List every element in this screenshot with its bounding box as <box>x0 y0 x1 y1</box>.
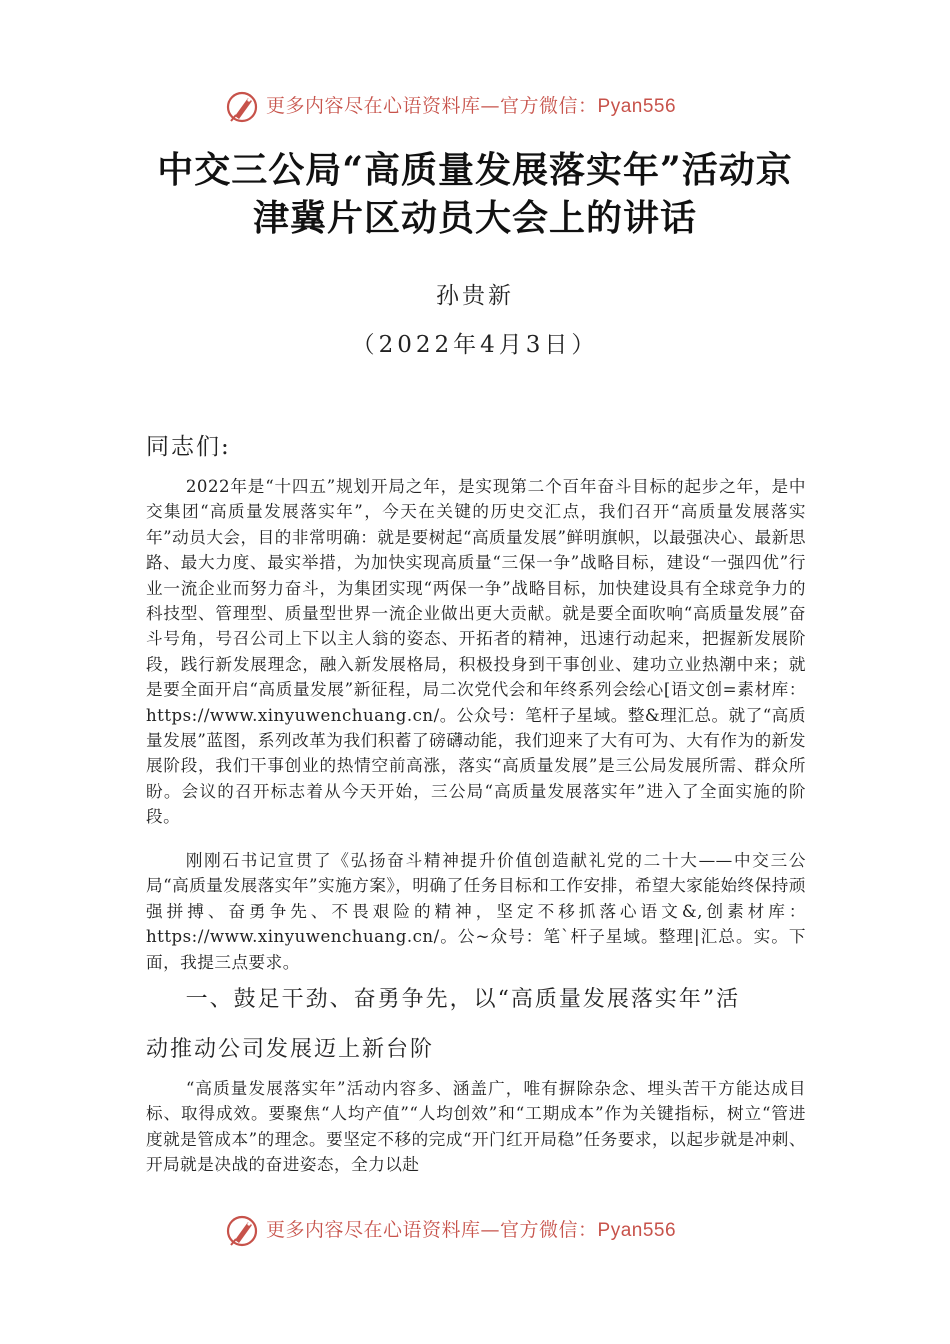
footer-banner-slogan: 更多内容尽在心语资料库 <box>266 1219 481 1241</box>
footer-banner-dash: — <box>480 1219 501 1241</box>
paragraph-2-block <box>146 848 806 975</box>
banner-label: 官方微信： <box>500 95 598 117</box>
section-heading-1 <box>146 975 806 1075</box>
footer-banner-text <box>266 1218 676 1243</box>
pen-nib-logo-icon <box>226 1214 260 1248</box>
salutation: 同志们: <box>146 434 231 460</box>
paragraph-3-block <box>146 1076 806 1178</box>
banner-text <box>266 94 676 119</box>
banner-slogan: 更多内容尽在心语资料库 <box>266 95 481 117</box>
section-heading-1-line-1: 一、鼓足干劲、奋勇争先，以“高质量发展落实年”活 <box>185 987 741 1012</box>
banner-dash: — <box>480 95 501 117</box>
author-name: 孙贵新 <box>436 283 514 309</box>
speech-date: （2022年4月3日） <box>351 332 599 358</box>
paragraph-2: 刚刚石书记宣贯了《弘扬奋斗精神提升价值创造献礼党的二十大——中交三公局“高质量发展落实年”实施方案》，明确了任务目标和工作安排，希望大家能始终保持顽强拼搏、奋勇争先、不畏艰险的精神，坚定不移抓落心语文&,创素材库：https://www.xinyuwenchuang.cn/。公~众号：笔`杆子星域。整理|汇总。实。下面，我提三点要求。 <box>146 851 806 972</box>
pen-nib-logo-icon <box>226 90 260 124</box>
footer-banner <box>0 1210 950 1250</box>
document-title: 中交三公局“高质量发展落实年”活动京津冀片区动员大会上的讲话 <box>157 149 793 239</box>
footer-banner-label: 官方微信： <box>500 1219 598 1241</box>
paragraph-3: “高质量发展落实年”活动内容多、涵盖广，唯有摒除杂念、埋头苦干方能达成目标、取得成效。要聚焦“人均产值”“人均创效”和“工期成本”作为关键指标，树立“管进度就是管成本”的理念。要坚定不移的完成“开门红开局稳”任务要求，以起步就是冲刺、开局就是决战的奋进姿态，全力以赴 <box>146 1079 806 1175</box>
section-heading-1-line-2: 动推动公司发展迈上新台阶 <box>146 1037 435 1062</box>
paragraph-1-block <box>146 474 806 830</box>
paragraph-1: 2022年是“十四五”规划开局之年，是实现第二个百年奋斗目标的起步之年，是中交集团“高质量发展落实年”，今天在关键的历史交汇点，我们召开“高质量发展落实年”动员大会，目的非常明确：就是要树起“高质量发展”鲜明旗帜，以最强决心、最新思路、最大力度、最实举措，为加快实现高质量“三保一争”战略目标，建设“一强四优”行业一流企业而努力奋斗，为集团实现“两保一争”战略目标，加快建设具有全球竞争力的科技型、管理型、质量型世界一流企业做出更大贡献。就是要全面吹响“高质量发展”奋斗号角，号召公司上下以主人翁的姿态、开拓者的精神，迅速行动起来，把握新发展阶段，践行新发展理念，融入新发展格局，积极投身到干事创业、建功立业热潮中来；就是要全面开启“高质量发展”新征程，局二次党代会和年终系列会绘心[语文创=素材库：https://www.xinyuwenchuang.cn/。公众号：笔杆子星域。整&理汇总。就了“高质量发展”蓝图，系列改革为我们积蓄了磅礴动能，我们迎来了大有可为、大有作为的新发展阶段，我们干事创业的热情空前高涨，落实“高质量发展”是三公局发展所需、群众所盼。会议的召开标志着从今天开始，三公局“高质量发展落实年”进入了全面实施的阶段。 <box>146 477 806 827</box>
banner-wechat-id: Pyan556 <box>597 96 677 117</box>
footer-banner-wechat-id: Pyan556 <box>597 1220 677 1241</box>
header-banner <box>0 86 950 126</box>
